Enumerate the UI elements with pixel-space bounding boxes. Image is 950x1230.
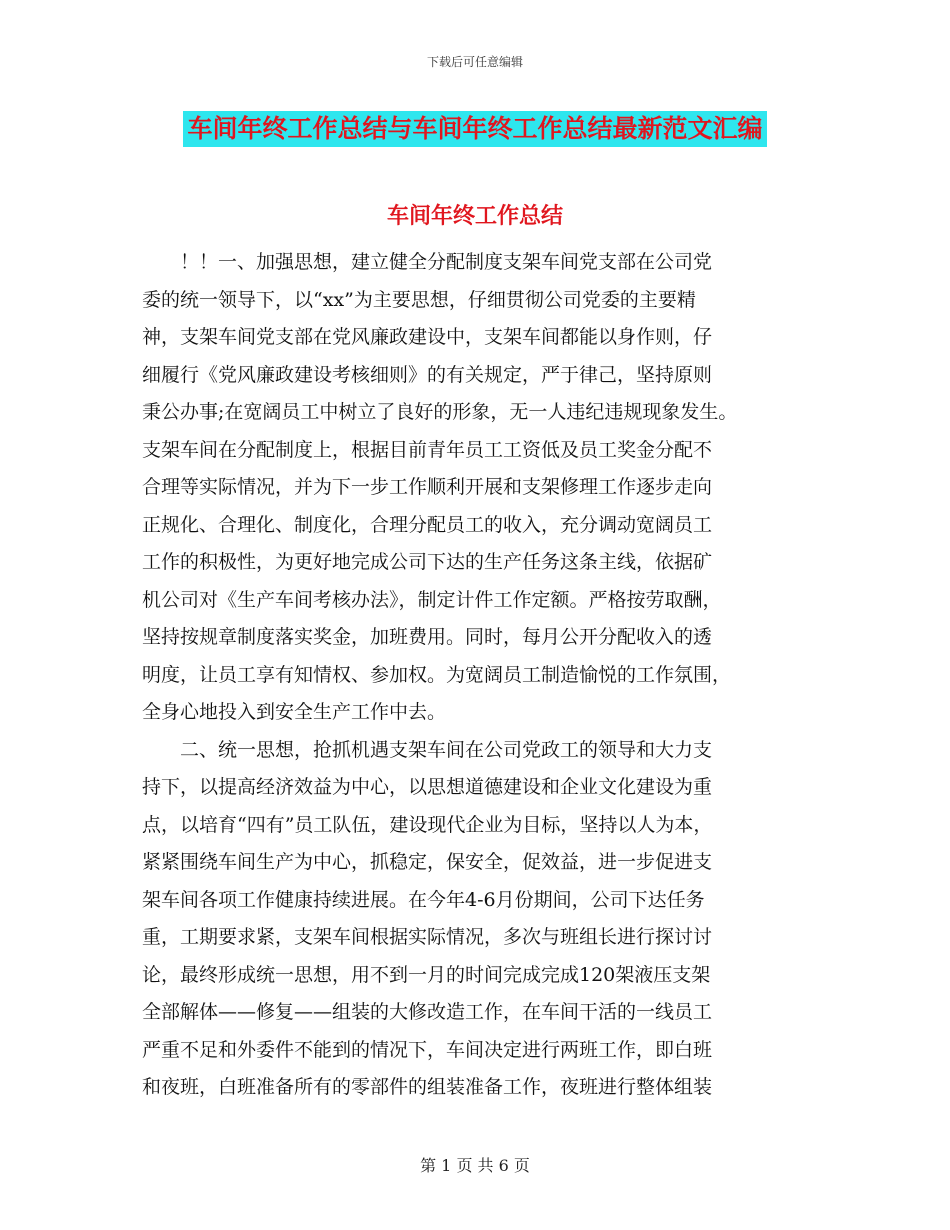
header-note: 下载后可任意编辑 xyxy=(426,55,523,69)
text-line: 支架车间在分配制度上，根据目前青年员工工资低及员工奖金分配不 xyxy=(142,438,713,461)
text-line: 明度，让员工享有知情权、参加权。为宽阔员工制造愉悦的工作氛围， xyxy=(142,663,732,686)
text-line: 委的统一领导下，以“xx”为主要思想，仔细贯彻公司党委的主要精 xyxy=(142,288,696,311)
main-title-wrap xyxy=(0,111,950,147)
text-line: 机公司对《生产车间考核办法》，制定计件工作定额。严格按劳取酬， xyxy=(142,588,722,611)
text-line: 全部解体——修复——组装的大修改造工作，在车间干活的一线员工 xyxy=(142,1001,713,1023)
text-line: 神，支架车间党支部在党风廉政建设中，支架车间都能以身作则，仔 xyxy=(142,326,713,348)
text-line: 细履行《党风廉政建设考核细则》的有关规定，严于律己，坚持原则 xyxy=(142,363,713,386)
text-line: 点，以培育“四有”员工队伍，建设现代企业为目标，坚持以人为本， xyxy=(142,813,713,836)
text-line: ！！一、加强思想，建立健全分配制度支架车间党支部在公司党 xyxy=(142,251,713,273)
text-line: 坚持按规章制度落实奖金，加班费用。同时，每月公开分配收入的透 xyxy=(142,626,713,648)
text-line: 合理等实际情况，并为下一步工作顺利开展和支架修理工作逐步走向 xyxy=(142,476,713,498)
page-footer: 第 1 页 共 6 页 xyxy=(420,1156,530,1175)
text-line: 紧紧围绕车间生产为中心，抓稳定，保安全，促效益，进一步促进支 xyxy=(142,851,713,873)
text-line: 和夜班，白班准备所有的零部件的组装准备工作，夜班进行整体组装 xyxy=(142,1076,713,1098)
text-line: 正规化、合理化、制度化，合理分配员工的收入，充分调动宽阔员工 xyxy=(142,513,713,536)
text-line: 架车间各项工作健康持续进展。在今年4-6月份期间，公司下达任务 xyxy=(142,888,705,911)
text-line: 全身心地投入到安全生产工作中去。 xyxy=(142,701,447,723)
text-line: 工作的积极性，为更好地完成公司下达的生产任务这条主线，依据矿 xyxy=(142,551,713,573)
text-line: 秉公办事;在宽阔员工中树立了良好的形象，无一人违纪违规现象发生。 xyxy=(142,401,738,423)
text-line: 严重不足和外委件不能到的情况下，车间决定进行两班工作，即白班 xyxy=(142,1038,713,1061)
body-text xyxy=(142,244,822,1107)
text-line: 论，最终形成统一思想，用不到一月的时间完成完成120架液压支架 xyxy=(142,963,711,986)
text-line: 二、统一思想，抢抓机遇支架车间在公司党政工的领导和大力支 xyxy=(142,738,713,761)
text-line: 持下，以提高经济效益为中心，以思想道德建设和企业文化建设为重 xyxy=(142,776,713,798)
section-title: 车间年终工作总结 xyxy=(386,204,563,229)
main-title: 车间年终工作总结与车间年终工作总结最新范文汇编 xyxy=(183,111,766,147)
text-line: 重，工期要求紧，支架车间根据实际情况，多次与班组长进行探讨讨 xyxy=(142,926,713,948)
